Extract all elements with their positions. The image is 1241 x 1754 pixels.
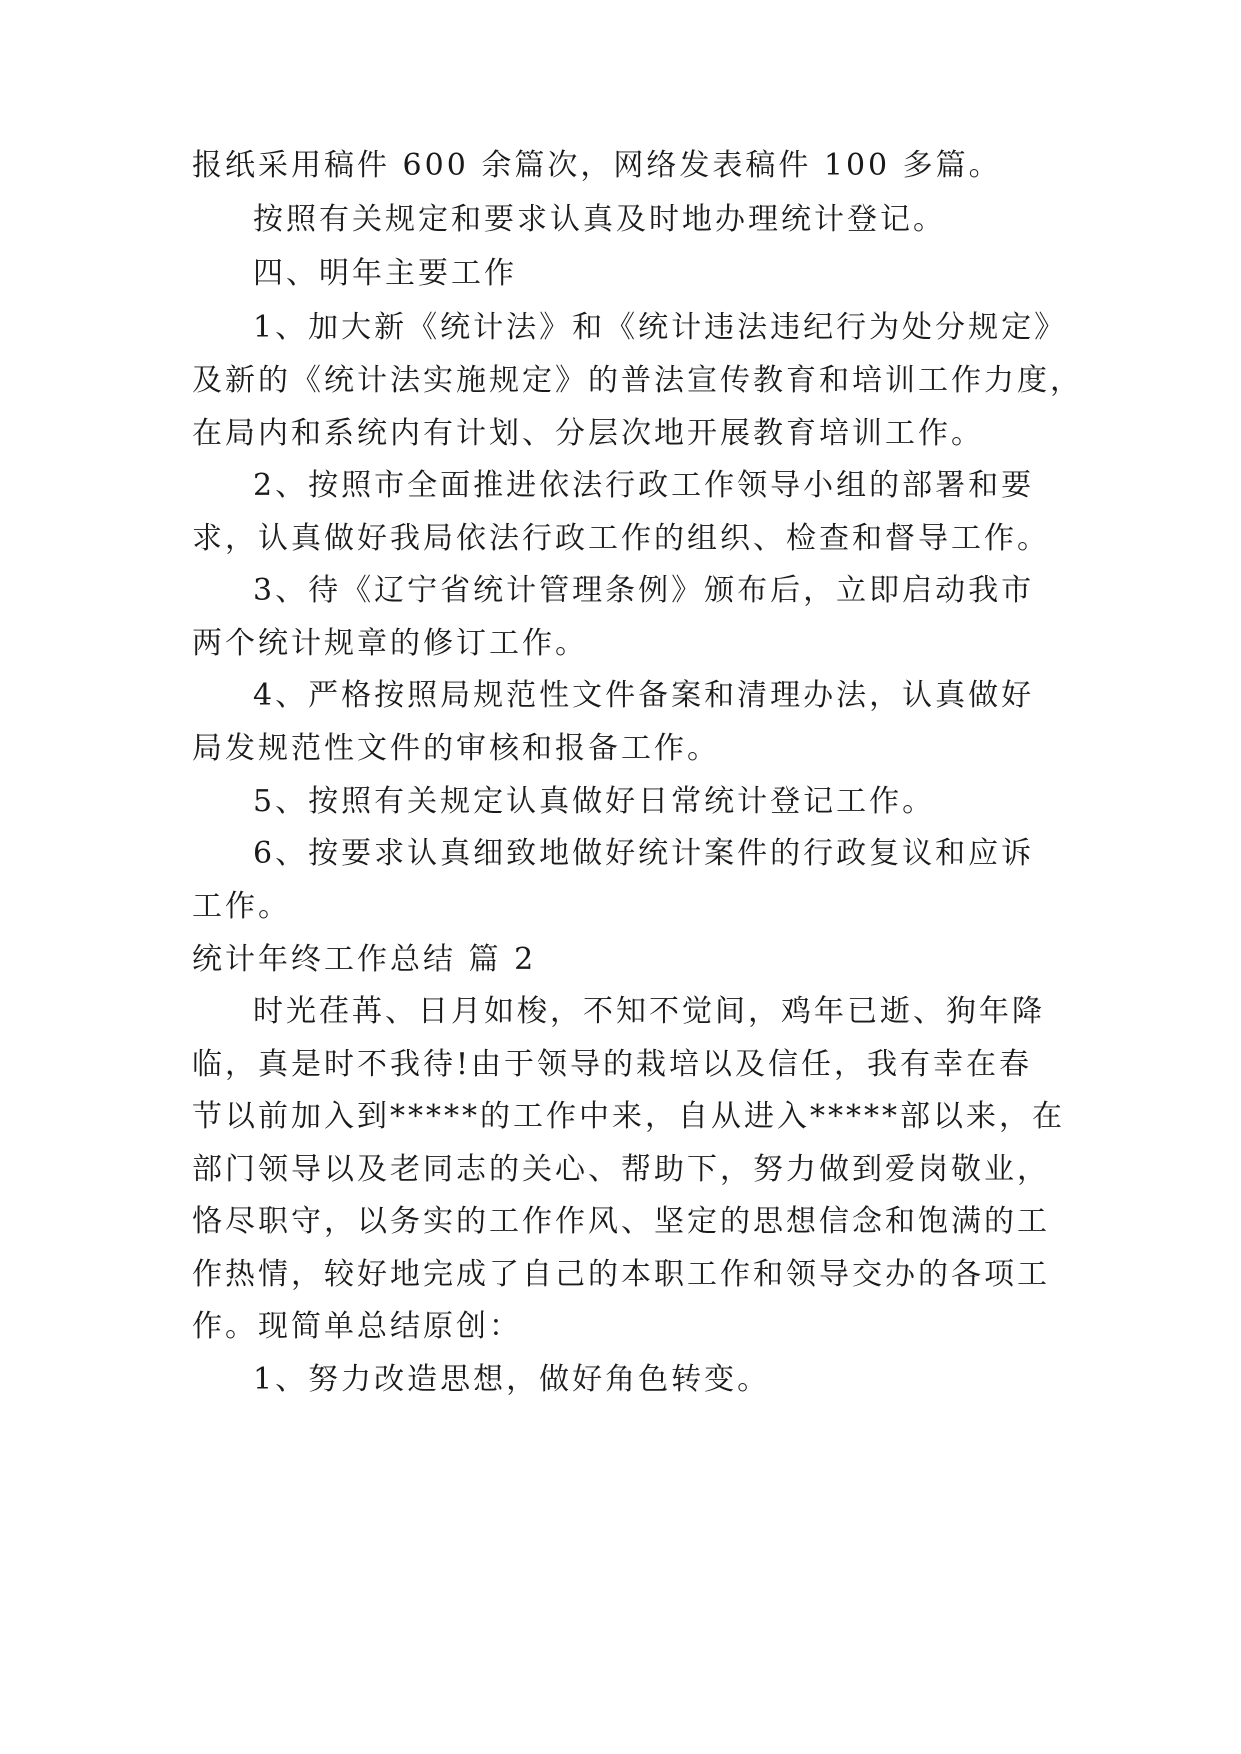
- text-line: 两个统计规章的修订工作。: [192, 626, 588, 661]
- text-line: 5、按照有关规定认真做好日常统计登记工作。: [253, 784, 936, 819]
- text-line: 6、按要求认真细致地做好统计案件的行政复议和应诉: [253, 836, 1035, 871]
- text-line: 作热情，较好地完成了自己的本职工作和领导交办的各项工: [192, 1257, 1050, 1292]
- text-line: 2、按照市全面推进依法行政工作领导小组的部署和要: [253, 468, 1035, 503]
- article-title: 统计年终工作总结 篇 2: [192, 942, 537, 977]
- text-line: 1、努力改造思想，做好角色转变。: [253, 1362, 771, 1397]
- text-line: 报纸采用稿件 600 余篇次，网络发表稿件 100 多篇。: [192, 148, 1002, 183]
- text-line: 在局内和系统内有计划、分层次地开展教育培训工作。: [192, 416, 984, 451]
- text-line: 按照有关规定和要求认真及时地办理统计登记。: [253, 202, 946, 237]
- text-line: 工作。: [192, 889, 291, 924]
- text-line: 恪尽职守，以务实的工作作风、坚定的思想信念和饱满的工: [192, 1204, 1050, 1239]
- section-heading: 四、明年主要工作: [253, 256, 517, 291]
- text-line: 节以前加入到*****的工作中来，自从进入*****部以来，在: [192, 1099, 1065, 1134]
- text-line: 及新的《统计法实施规定》的普法宣传教育和培训工作力度，: [192, 363, 1083, 398]
- text-line: 4、严格按照局规范性文件备案和清理办法，认真做好: [253, 678, 1035, 713]
- text-line: 3、待《辽宁省统计管理条例》颁布后，立即启动我市: [253, 573, 1035, 608]
- text-line: 时光荏苒、日月如梭，不知不觉间，鸡年已逝、狗年降: [253, 994, 1045, 1029]
- text-line: 部门领导以及老同志的关心、帮助下，努力做到爱岗敬业，: [192, 1152, 1050, 1187]
- text-line: 求，认真做好我局依法行政工作的组织、检查和督导工作。: [192, 521, 1050, 556]
- text-line: 作。现简单总结原创：: [192, 1309, 522, 1344]
- text-line: 临，真是时不我待!由于领导的栽培以及信任，我有幸在春: [192, 1047, 1033, 1082]
- text-line: 1、加大新《统计法》和《统计违法违纪行为处分规定》: [253, 310, 1068, 345]
- text-line: 局发规范性文件的审核和报备工作。: [192, 731, 720, 766]
